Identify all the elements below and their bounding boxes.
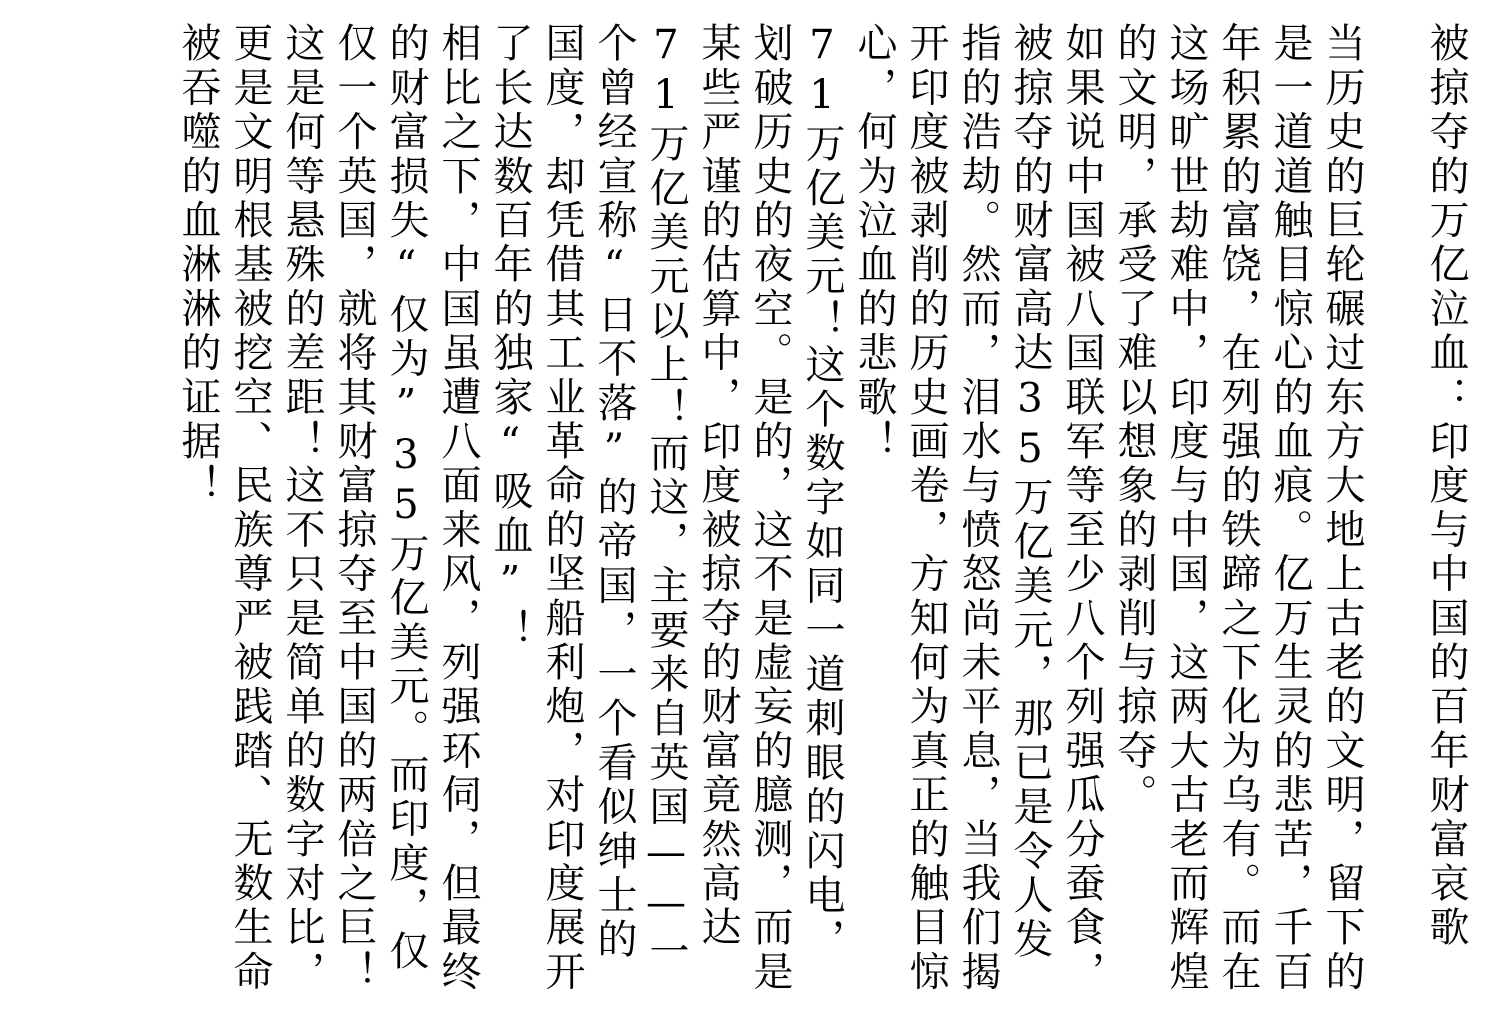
paragraph-3: 71万亿美元！这个数字如同一道刺眼的闪电，划破历史的夜空。是的，这不是虚妄的臆测，而是某些严谨的估算中，印度被掠夺的财富竟然高达71万亿美元以上！而这，主要来自英国——一个曾经宣称“日不落”的帝国，一个看似绅士的国度，却凭借其工业革命的坚船利炮，对印度展开了长达数百年的独家“吸血”！	[487, 22, 845, 995]
paragraph-1: 当历史的巨轮碾过东方大地上古老的文明，留下的是一道道触目惊心的血痕。亿万生灵的悲苦，千百年积累的富饶，在列强的铁蹄之下化为乌有。而在这场旷世劫难中，印度与中国，这两大古老而辉煌的文明，承受了难以想象的剥削与掠夺。	[1111, 22, 1365, 995]
paragraph-2: 如果说中国被八国联军等至少八个列强瓜分蚕食，被掠夺的财富高达35万亿美元，那已是令人发指的浩劫。然而，泪水与愤怒尚未平息，当我们揭开印度被剥削的历史画卷，方知何为真正的触目惊心，何为泣血的悲歌！	[851, 22, 1105, 995]
article-title: 被掠夺的万亿泣血：印度与中国的百年财富哀歌	[1423, 22, 1469, 951]
paragraph-4: 相比之下，中国虽遭八面来风，列强环伺，但最终的财富损失“仅为”35万亿美元。而印度，仅仅一个英国，就将其财富掠夺至中国的两倍之巨！这是何等悬殊的差距！这不只是简单的数字对比，更是文明根基被挖空、民族尊严被践踏、无数生命被吞噬的血淋淋的证据！	[175, 22, 481, 995]
